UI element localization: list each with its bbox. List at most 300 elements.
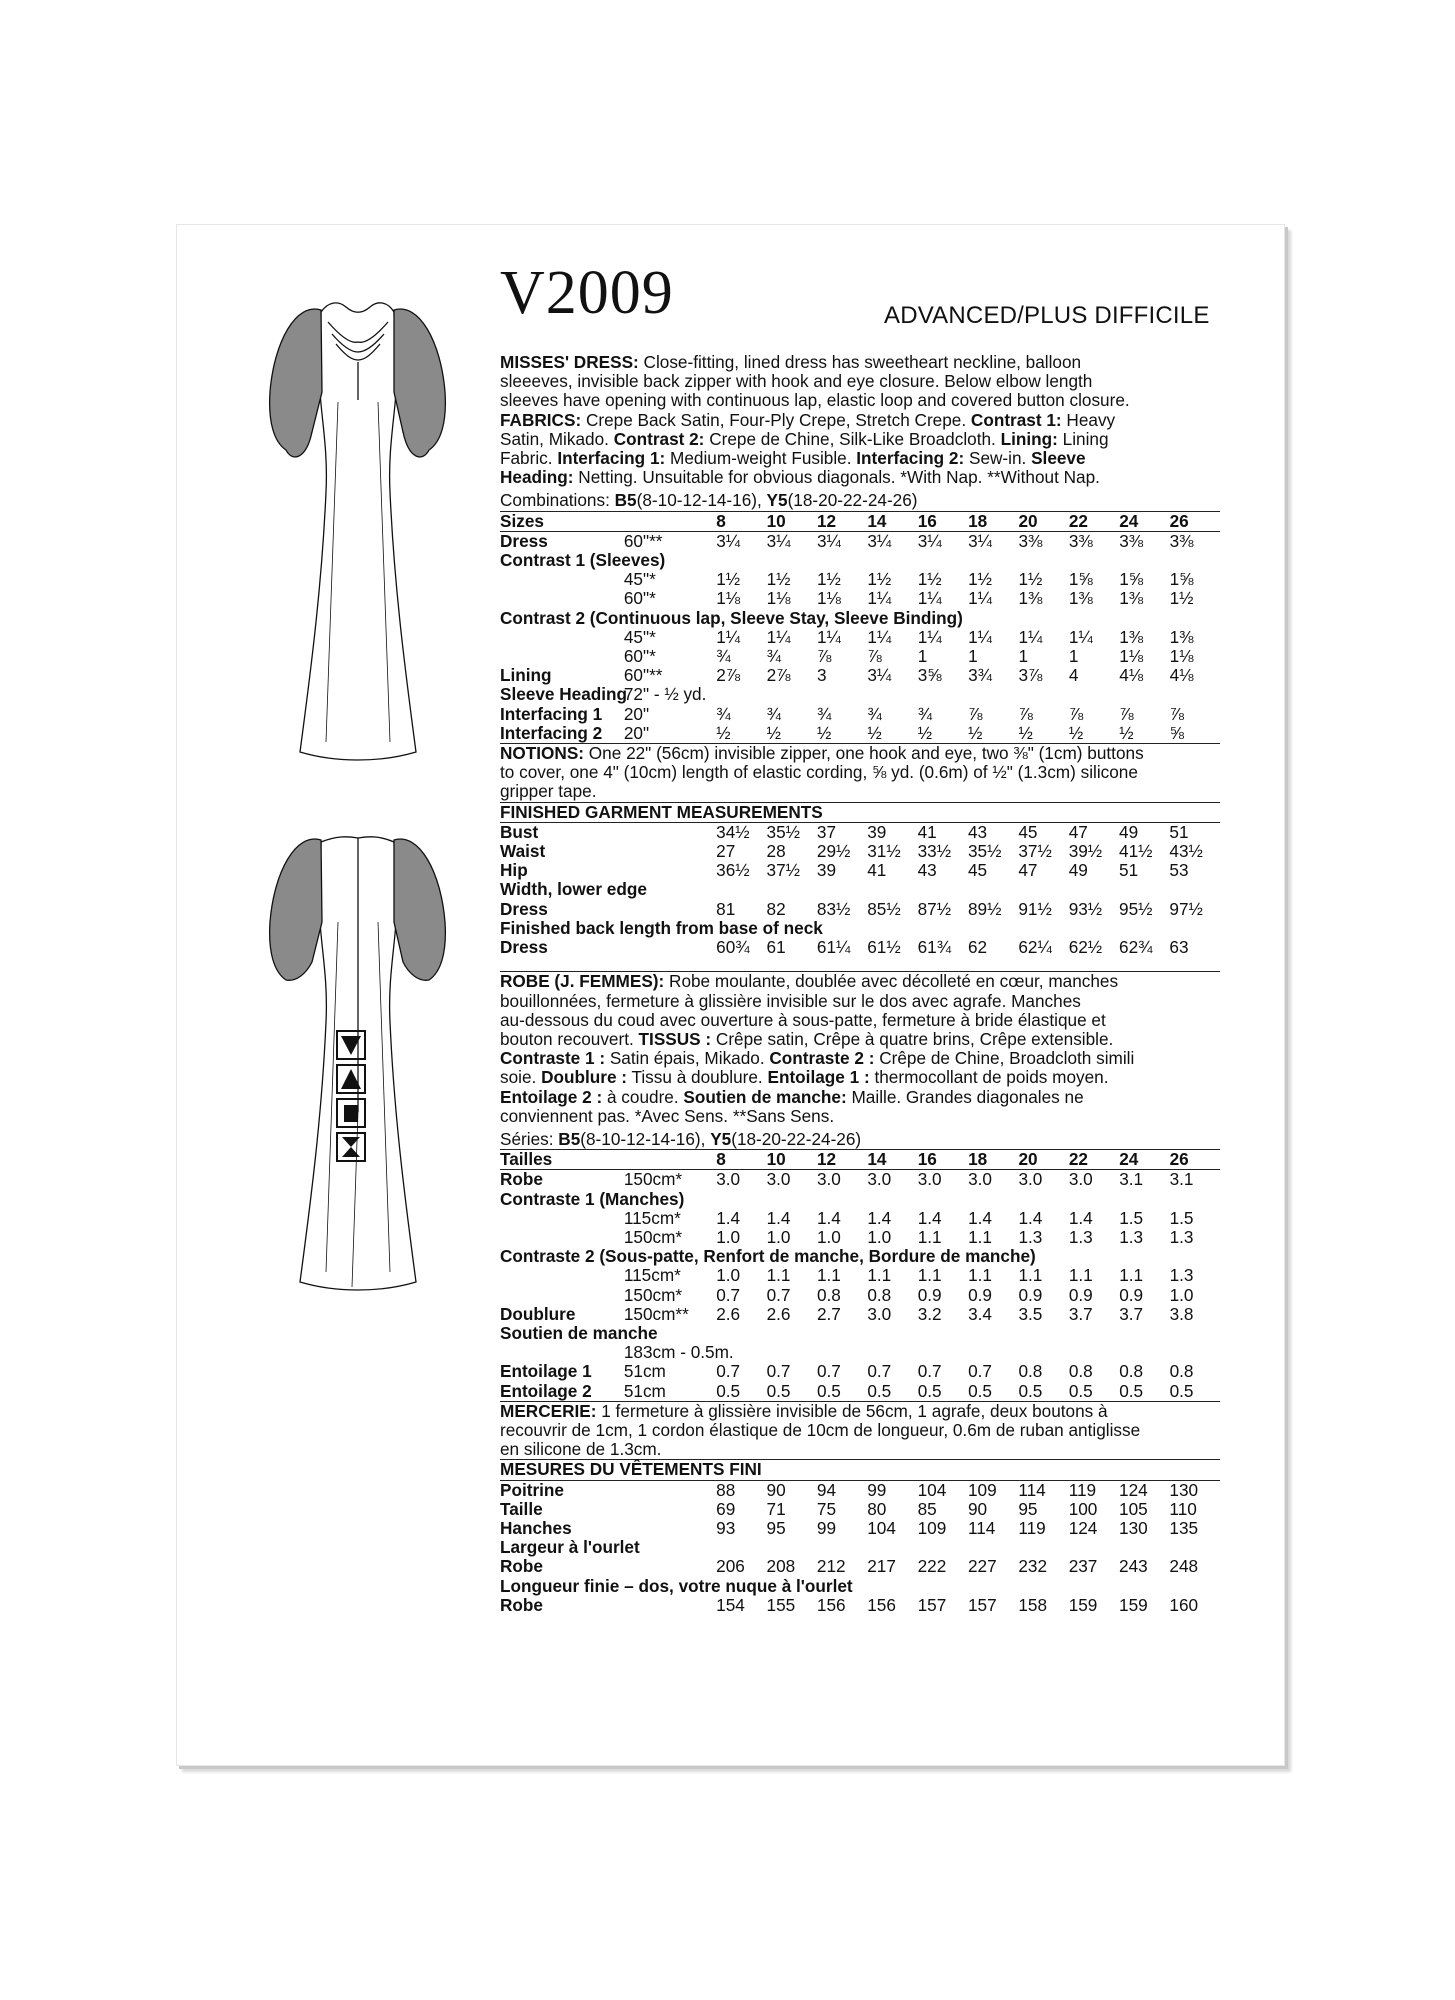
pattern-code: V2009 — [500, 259, 674, 327]
row-label: Dress — [500, 530, 548, 551]
yardage-cell: 1⅜ — [1119, 588, 1144, 609]
yardage-cell: 3¼ — [867, 530, 892, 551]
yardage-cell: 1⅛ — [1169, 646, 1194, 667]
yardage-cell — [1170, 1343, 1220, 1362]
measurement-cell: 157 — [917, 1594, 947, 1615]
triangle-up-icon — [336, 1064, 366, 1094]
row-label: Entoilage 1 — [500, 1361, 592, 1382]
yardage-cell: 1¼ — [917, 626, 942, 647]
yardage-cell: 1.1 — [917, 1226, 942, 1247]
measurement-cell: 35½ — [967, 841, 1002, 862]
table-row — [500, 1557, 1220, 1576]
table-row — [500, 1305, 1220, 1324]
view-b5-sizes: (8-10-12-14-16), — [636, 490, 767, 511]
yardage-cell: 0.7 — [766, 1284, 791, 1305]
yardage-cell: 1⅛ — [766, 588, 791, 609]
row-label: Lining — [500, 665, 552, 686]
measurement-cell: 45 — [1018, 821, 1038, 842]
combinations-label: Séries: — [500, 1128, 559, 1149]
section-label: Contraste 2 (Sous-patte, Renfort de manche, Bordure de manche) — [500, 1246, 1036, 1267]
size-cell: 26 — [1169, 1149, 1189, 1170]
yardage-cell: 0.7 — [867, 1361, 892, 1382]
measurement-cell: 94 — [816, 1479, 837, 1500]
section-row — [500, 609, 1220, 628]
yardage-cell: 4⅛ — [1169, 665, 1194, 686]
measurement-cell: 61¾ — [917, 937, 952, 958]
yardage-cell: 3⅞ — [1018, 665, 1043, 686]
yardage-cell: 3.0 — [867, 1169, 892, 1190]
table-row — [500, 1343, 1220, 1362]
fr-combinations — [500, 1130, 1220, 1149]
size-cell: 8 — [716, 1149, 726, 1170]
yardage-cell: 3.7 — [1068, 1303, 1093, 1324]
yardage-cell: 0.9 — [968, 1284, 992, 1305]
measurement-cell: 43 — [967, 821, 988, 842]
yardage-cell: ¾ — [867, 703, 882, 724]
yardage-cell: 0.5 — [816, 1380, 841, 1401]
measurement-cell: 109 — [967, 1479, 997, 1500]
measurement-cell: 130 — [1169, 1479, 1199, 1500]
bold-label: Doublure : — [541, 1067, 628, 1088]
measurement-cell: 95 — [1018, 1498, 1038, 1519]
yardage-cell: 0.7 — [766, 1361, 791, 1382]
text: Crêpe de Chine, Broadcloth simili soie. — [500, 1048, 1135, 1088]
yardage-cell: 1⅜ — [1068, 588, 1093, 609]
view-b5: B5 — [614, 490, 637, 511]
text: Heavy Satin, Mikado. — [500, 409, 1116, 449]
row-label: Bust — [500, 821, 539, 842]
yardage-cell: 3.1 — [1119, 1169, 1144, 1190]
english-section — [500, 353, 1220, 957]
measurement-cell: 156 — [816, 1594, 846, 1615]
yardage-cell: 3¼ — [766, 530, 791, 551]
finished-title-row — [500, 802, 1220, 822]
finished-title-row — [500, 1460, 1220, 1480]
measurement-cell: 88 — [716, 1479, 736, 1500]
section-label: Longueur finie – dos, votre nuque à l'ourlet — [500, 1575, 853, 1596]
section-row — [500, 919, 1220, 938]
yardage-cell: 1¼ — [816, 626, 841, 647]
yardage-cell: 1.4 — [816, 1207, 841, 1228]
yardage-cell: 0.5 — [1169, 1380, 1194, 1401]
row-label: Taille — [500, 1498, 543, 1519]
table-row — [500, 570, 1220, 589]
yardage-cell: 0.8 — [1018, 1361, 1043, 1382]
yardage-cell: 1.4 — [1068, 1207, 1093, 1228]
dress-illustrations — [266, 282, 466, 1722]
size-cell: 12 — [816, 1149, 837, 1170]
yardage-cell: 0.7 — [716, 1284, 741, 1305]
yardage-cell: 1.3 — [1169, 1226, 1194, 1247]
row-label: Interfacing 1 — [500, 703, 603, 724]
bold-label: Interfacing 1: — [557, 448, 666, 469]
yardage-cell: 0.7 — [917, 1361, 942, 1382]
fabric-width: 150cm* — [623, 1169, 683, 1190]
row-label: Hanches — [500, 1517, 572, 1538]
en-notions — [500, 744, 1220, 802]
bold-label: MISSES' DRESS: — [500, 352, 639, 372]
measurement-cell: 130 — [1119, 1517, 1148, 1538]
yardage-cell: 1.1 — [917, 1265, 942, 1286]
yardage-cell: 1¼ — [867, 588, 892, 609]
yardage-cell: 1.1 — [766, 1265, 791, 1286]
section-label: Largeur à l'ourlet — [500, 1537, 640, 1558]
fabric-width: 20" — [623, 703, 650, 724]
yardage-cell: 3¼ — [816, 530, 841, 551]
measurement-cell: 53 — [1169, 860, 1189, 881]
fr-finished-table — [500, 1459, 1220, 1615]
bold-label: MERCERIE: — [500, 1400, 597, 1421]
text: Close-fitting, lined dress has sweetheart neckline, balloon sleeeves, invisible back zipper with hook and eye closure. Below elbow length sleeves have opening with continuous lap, elastic loop and covered button closure. — [500, 352, 1130, 411]
text: Robe moulante, doublée avec décolleté en cœur, manches bouillonnées, fermeture à glissière invisible sur le dos avec agrafe. Manches au-dessous du coud avec ouverture à sous-patte, fermeture à bride élastique et bouton recouvert. — [500, 971, 1119, 1049]
bold-label: Sleeve Heading: — [500, 448, 1086, 488]
table-row — [500, 1209, 1220, 1228]
yardage-cell: 3¾ — [968, 665, 992, 686]
yardage-cell: 1⅝ — [1169, 569, 1194, 590]
yardage-cell: 1 — [917, 646, 928, 667]
section-row — [500, 1538, 1220, 1557]
measurement-cell: 95½ — [1119, 898, 1153, 919]
yardage-cell — [867, 1343, 917, 1362]
yardage-cell: ¾ — [917, 703, 933, 724]
yardage-cell: 3.0 — [1068, 1169, 1093, 1190]
row-label: Poitrine — [500, 1479, 564, 1500]
fabric-width: 51cm — [623, 1361, 666, 1382]
yardage-cell: ¾ — [716, 703, 731, 724]
measurement-cell: 93 — [716, 1517, 736, 1538]
text: à coudre. — [602, 1086, 684, 1107]
yardage-cell: ⅞ — [1169, 703, 1184, 724]
section-row — [500, 1324, 1220, 1343]
size-header-row — [500, 1150, 1220, 1170]
fabric-width: 20" — [623, 722, 650, 743]
yardage-cell: 1¼ — [917, 588, 942, 609]
yardage-cell: 1⅝ — [1068, 569, 1093, 590]
yardage-cell: 1⅜ — [1169, 626, 1194, 647]
yardage-cell: 0.8 — [1169, 1361, 1194, 1382]
measurement-cell: 31½ — [867, 841, 901, 862]
measurement-cell: 47 — [1018, 860, 1038, 881]
yardage-cell: 1½ — [968, 569, 992, 590]
fabric-width: 150cm** — [623, 1303, 689, 1324]
yardage-cell: 1.0 — [867, 1226, 892, 1247]
size-cell: 24 — [1119, 510, 1139, 531]
yardage-cell: ½ — [1018, 722, 1033, 743]
measurement-cell: 160 — [1169, 1594, 1199, 1615]
size-cell: 10 — [766, 1149, 786, 1170]
measurement-cell: 82 — [766, 898, 786, 919]
table-row — [500, 647, 1220, 666]
measurement-cell: 206 — [716, 1556, 745, 1577]
measurement-cell: 69 — [716, 1498, 736, 1519]
yardage-cell: 0.7 — [968, 1361, 992, 1382]
yardage-cell: 3⅜ — [1119, 530, 1144, 551]
measurement-cell: 29½ — [816, 841, 851, 862]
table-row — [500, 1228, 1220, 1247]
view-y5: Y5 — [710, 1128, 732, 1149]
yardage-cell: ½ — [766, 722, 781, 743]
measurement-cell: 43½ — [1169, 841, 1203, 862]
measurement-cell: 27 — [716, 841, 736, 862]
fabric-width: 60"* — [623, 588, 656, 609]
french-section — [500, 971, 1220, 1615]
bold-label: Interfacing 2: — [856, 448, 965, 469]
fabric-width: 115cm* — [623, 1207, 681, 1228]
text: Satin épais, Mikado. — [605, 1048, 770, 1069]
yardage-cell: 3¼ — [867, 665, 892, 686]
yardage-cell — [1119, 1343, 1169, 1362]
table-row — [500, 1170, 1220, 1190]
bold-label: Entoilage 1 : — [767, 1067, 870, 1088]
yardage-cell: 3⅜ — [1068, 530, 1093, 551]
measurement-cell: 37½ — [766, 860, 800, 881]
yardage-cell — [1069, 1343, 1119, 1362]
yardage-cell: 1½ — [716, 569, 741, 590]
bold-label: Contrast 2: — [613, 428, 705, 449]
yardage-cell — [1170, 685, 1220, 704]
view-b5: B5 — [558, 1128, 581, 1149]
section-label: Contrast 1 (Sleeves) — [500, 550, 666, 571]
table-row — [500, 1382, 1220, 1401]
size-cell: 12 — [816, 510, 837, 531]
row-label: Hip — [500, 860, 528, 881]
triangle-down-icon — [336, 1030, 366, 1060]
yardage-cell: ⅞ — [1068, 703, 1084, 724]
measurement-cell: 114 — [967, 1517, 996, 1538]
yardage-cell: 3¼ — [968, 530, 992, 551]
yardage-cell: 0.8 — [1068, 1361, 1093, 1382]
measurement-cell: 43 — [917, 860, 937, 881]
measurement-cell: 49 — [1068, 860, 1088, 881]
yardage-cell: 1¼ — [1068, 626, 1093, 647]
pattern-details — [500, 353, 1220, 1615]
size-cell: 24 — [1119, 1149, 1139, 1170]
yardage-cell: 0.5 — [867, 1380, 892, 1401]
yardage-cell: 1.3 — [1068, 1226, 1093, 1247]
row-label: Entoilage 2 — [500, 1380, 592, 1401]
yardage-cell: ½ — [716, 722, 731, 743]
measurement-cell: 159 — [1068, 1594, 1098, 1615]
fr-notions — [500, 1402, 1220, 1460]
bold-label: NOTIONS: — [500, 743, 585, 764]
measurement-cell: 85 — [917, 1498, 937, 1519]
view-b5-sizes: (8-10-12-14-16), — [580, 1128, 711, 1149]
measurement-cell: 104 — [917, 1479, 947, 1500]
size-cell: 20 — [1018, 1149, 1038, 1170]
measurement-cell: 39 — [816, 860, 837, 881]
measurement-cell: 158 — [1018, 1594, 1048, 1615]
yardage-cell: ½ — [917, 722, 933, 743]
table-row — [500, 1596, 1220, 1615]
yardage-cell: 1½ — [1018, 569, 1043, 590]
yardage-cell: 1 — [968, 646, 978, 667]
yardage-cell: 0.9 — [1018, 1284, 1043, 1305]
measurement-cell: 156 — [867, 1594, 896, 1615]
yardage-cell: 3.4 — [968, 1303, 992, 1324]
size-cell: 22 — [1068, 1149, 1088, 1170]
measurement-cell: 35½ — [766, 821, 800, 842]
yardage-cell: 3.5 — [1018, 1303, 1043, 1324]
yardage-cell: 1.0 — [716, 1226, 741, 1247]
yardage-cell: 1⅛ — [716, 588, 741, 609]
row-label: Doublure — [500, 1303, 576, 1324]
yardage-cell: 3 — [816, 665, 827, 686]
size-cell: 16 — [917, 510, 937, 531]
measurement-cell: 61¼ — [816, 937, 851, 958]
section-label: Soutien de manche — [500, 1322, 658, 1343]
measurement-cell: 119 — [1018, 1517, 1046, 1538]
yardage-cell: 2.7 — [816, 1303, 841, 1324]
bold-label: Contraste 2 : — [769, 1048, 875, 1069]
measurement-cell: 71 — [766, 1498, 786, 1519]
row-label: Robe — [500, 1556, 543, 1577]
square-icon — [336, 1098, 366, 1128]
yardage-cell: 1.1 — [1068, 1265, 1093, 1286]
sizes-label: Sizes — [500, 510, 544, 531]
size-cell: 16 — [917, 1149, 937, 1170]
fr-yardage-table — [500, 1149, 1220, 1401]
measurement-cell: 155 — [766, 1594, 796, 1615]
yardage-cell: 1 — [1068, 646, 1079, 667]
measurement-cell: 100 — [1068, 1498, 1098, 1519]
measurement-cell: 208 — [766, 1556, 796, 1577]
yardage-cell: 1¼ — [968, 588, 992, 609]
section-row — [500, 1247, 1220, 1266]
yardage-cell: 1.1 — [1119, 1265, 1144, 1286]
yardage-cell: 1.0 — [816, 1226, 841, 1247]
row-label — [500, 1228, 624, 1247]
row-label: Dress — [500, 937, 548, 958]
measurement-cell: 61 — [766, 937, 786, 958]
bold-label: Entoilage 2 : — [500, 1086, 603, 1107]
yardage-cell: 1⅜ — [1119, 626, 1144, 647]
fabric-width: 60"** — [623, 530, 663, 551]
yardage-cell — [817, 685, 867, 704]
yardage-cell: 1.3 — [1018, 1226, 1043, 1247]
table-row — [500, 822, 1220, 842]
yardage-cell: 1¼ — [1018, 626, 1043, 647]
measurement-cell: 62¼ — [1018, 937, 1052, 958]
measurement-cell: 39 — [867, 821, 887, 842]
measurement-cell: 60¾ — [716, 937, 750, 958]
yardage-cell: 1.4 — [1018, 1207, 1043, 1228]
row-label: Waist — [500, 841, 546, 862]
yardage-cell: 1.1 — [968, 1226, 992, 1247]
text: 1 fermeture à glissière invisible de 56cm, 1 agrafe, deux boutons à recouvrir de 1cm, 1 cordon élastique de 10cm de longueur, 0.6m de ruban antiglisse en silicone de 1.3cm. — [500, 1400, 1141, 1460]
yardage-cell: 0.8 — [867, 1284, 892, 1305]
fr-description — [500, 972, 1220, 1126]
table-row — [500, 900, 1220, 919]
yardage-cell: 3.0 — [867, 1303, 892, 1324]
measurement-cell: 62 — [967, 937, 988, 958]
size-cell: 22 — [1068, 510, 1088, 531]
yardage-cell: ½ — [1119, 722, 1134, 743]
yardage-cell: 3¼ — [917, 530, 942, 551]
measurement-cell: 154 — [716, 1594, 745, 1615]
finished-title: FINISHED GARMENT MEASUREMENTS — [500, 801, 823, 822]
row-label — [500, 628, 624, 647]
yardage-cell: ⅞ — [1018, 703, 1033, 724]
en-notions-wrap — [500, 743, 1220, 802]
yardage-cell: ½ — [867, 722, 882, 743]
measurement-cell: 109 — [917, 1517, 947, 1538]
yardage-cell: ½ — [968, 722, 983, 743]
yardage-cell — [1018, 685, 1068, 704]
yardage-cell: 1½ — [766, 569, 791, 590]
yardage-cell: 0.5 — [917, 1380, 942, 1401]
yardage-cell: 0.8 — [816, 1284, 841, 1305]
yardage-cell: 1½ — [917, 569, 942, 590]
measurement-cell: 124 — [1068, 1517, 1098, 1538]
yardage-cell: 1.3 — [1119, 1226, 1144, 1247]
measurement-cell: 83½ — [816, 898, 851, 919]
measurement-cell: 41 — [867, 860, 887, 881]
measurement-cell: 99 — [816, 1517, 837, 1538]
yardage-cell: 1¼ — [716, 626, 741, 647]
table-row — [500, 1480, 1220, 1500]
fabric-width: 51cm — [623, 1380, 666, 1401]
view-y5-sizes: (18-20-22-24-26) — [787, 490, 918, 511]
yardage-cell: 1⅜ — [1018, 588, 1043, 609]
yardage-cell: 3⅝ — [917, 665, 942, 686]
yardage-cell: 1 — [1018, 646, 1029, 667]
fr-notions-wrap — [500, 1401, 1220, 1460]
yardage-cell: 1.1 — [968, 1265, 992, 1286]
measurement-cell: 227 — [967, 1556, 997, 1577]
yardage-cell: 1.0 — [1169, 1284, 1194, 1305]
measurement-cell: 51 — [1119, 860, 1139, 881]
text: Tissu à doublure. — [627, 1067, 768, 1088]
text: thermocollant de poids moyen. — [874, 1067, 1109, 1088]
row-label — [500, 1343, 624, 1362]
measurement-cell: 87½ — [917, 898, 952, 919]
section-row — [500, 880, 1220, 899]
yardage-cell: 1⅛ — [1119, 646, 1144, 667]
yardage-cell: 1.4 — [867, 1207, 892, 1228]
size-cell: 8 — [716, 510, 726, 531]
yardage-cell: 3.0 — [1018, 1169, 1043, 1190]
measurement-cell: 34½ — [716, 821, 750, 842]
text: Crepe de Chine, Silk-Like Broadcloth. — [704, 428, 1001, 449]
fabric-width: 60"** — [623, 665, 663, 686]
measurement-cell: 222 — [917, 1556, 947, 1577]
table-row — [500, 842, 1220, 861]
bold-label: TISSUS : — [638, 1028, 712, 1049]
measurement-cell: 63 — [1169, 937, 1189, 958]
row-label — [500, 647, 624, 666]
yardage-cell: 1½ — [1169, 588, 1194, 609]
yardage-cell: 0.5 — [1068, 1380, 1093, 1401]
yardage-cell: 0.5 — [968, 1380, 992, 1401]
measurement-cell: 62½ — [1068, 937, 1103, 958]
row-label — [500, 1266, 624, 1285]
yardage-cell: 1.0 — [766, 1226, 791, 1247]
bold-label: ROBE (J. FEMMES): — [500, 971, 665, 992]
yardage-cell: ½ — [1068, 722, 1084, 743]
measurement-cell: 33½ — [917, 841, 952, 862]
combinations-label: Combinations: — [500, 490, 615, 511]
yardage-cell: 3⅜ — [1169, 530, 1194, 551]
yardage-cell — [767, 685, 817, 704]
size-cell: 18 — [968, 1149, 988, 1170]
yardage-cell: 0.8 — [1119, 1361, 1144, 1382]
measurement-cell: 91½ — [1018, 898, 1052, 919]
yardage-cell: 4 — [1068, 665, 1079, 686]
measurement-cell: 75 — [816, 1498, 837, 1519]
yardage-cell — [1069, 685, 1119, 704]
yardage-cell — [767, 1343, 817, 1362]
row-label: Robe — [500, 1594, 543, 1615]
